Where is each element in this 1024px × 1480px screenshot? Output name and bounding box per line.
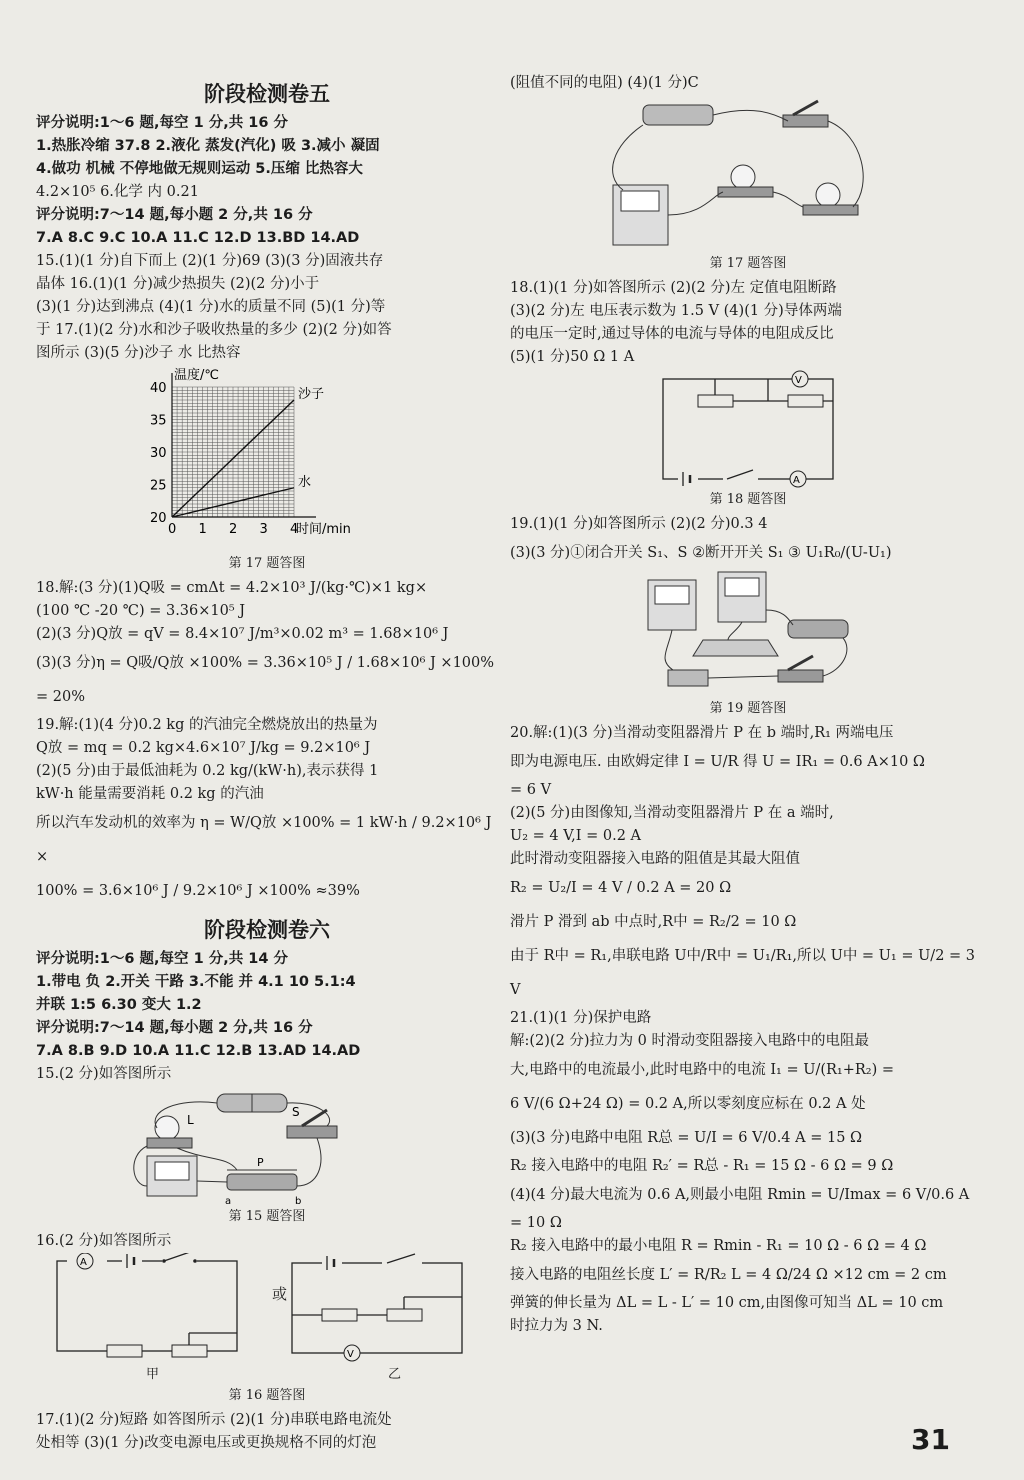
solution-line: 接入电路的电阻丝长度 L′ = R/R₂ L = 4 Ω/24 Ω ×12 cm = 2 cm: [510, 1267, 947, 1283]
circuit-photo-17: [603, 95, 893, 253]
x-axis-label: 时间/min: [296, 522, 351, 537]
answer-line: (3)(2 分)左 电压表示数为 1.5 V (4)(1 分)导体两端: [510, 303, 842, 319]
answer-line: 15.(2 分)如答图所示: [36, 1066, 172, 1082]
series-label: 水: [298, 474, 312, 490]
y-tick-label: 35: [150, 413, 167, 429]
answer-line: 7.A 8.B 9.D 10.A 11.C 12.B 13.AD 14.AD: [36, 1043, 361, 1059]
solution-line: 即为电源电压. 由欧姆定律 I = U/R 得 U = IR₁ = 0.6 A×10 Ω: [510, 754, 925, 770]
svg-text:L: L: [187, 1113, 194, 1127]
scoring-note: 评分说明:7～14 题,每小题 2 分,共 16 分: [36, 1020, 313, 1036]
y-tick-label: 40: [150, 381, 167, 396]
figure-caption: 第 16 题答图: [228, 1388, 306, 1403]
solution-line: (2)(5 分)由图像知,当滑动变阻器滑片 P 在 a 端时,: [510, 805, 834, 821]
solution-line: (3)(3 分)η = Q吸/Q放 ×100% = 3.36×10⁵ J / 1.68×10⁶ J ×100% = 20%: [36, 655, 499, 705]
svg-text:P: P: [257, 1156, 264, 1169]
y-axis-label: 温度/℃: [174, 368, 219, 383]
solution-line: 18.解:(3 分)(1)Q吸 = cmΔt = 4.2×10³ J/(kg·℃)×1 kg×: [36, 580, 428, 596]
solution-line: (2)(3 分)Q放 = qV = 8.4×10⁷ J/m³×0.02 m³ = 1.68×10⁶ J: [36, 626, 449, 642]
answer-line: 的电压一定时,通过导体的电流与导体的电阻成反比: [510, 326, 834, 342]
circuit-photo-15: [117, 1086, 417, 1206]
answer-line: 19.(1)(1 分)如答图所示 (2)(2 分)0.3 4: [510, 516, 768, 532]
temperature-time-chart: [122, 365, 412, 553]
scoring-note: 评分说明:1～6 题,每空 1 分,共 16 分: [36, 115, 289, 131]
answer-line: 并联 1:5 6.30 变大 1.2: [36, 997, 202, 1013]
answer-line: 17.(1)(2 分)短路 如答图所示 (2)(1 分)串联电路电流处: [36, 1412, 392, 1428]
y-tick-label: 20: [150, 511, 167, 526]
solution-line: 21.(1)(1 分)保护电路: [510, 1010, 652, 1026]
answer-line: 16.(2 分)如答图所示: [36, 1233, 172, 1249]
answer-line: (3)(1 分)达到沸点 (4)(1 分)水的质量不同 (5)(1 分)等: [36, 299, 386, 315]
solution-line: (3)(3 分)电路中电阻 R总 = U/I = 6 V/0.4 A = 15 Ω: [510, 1130, 863, 1146]
svg-text:A: A: [793, 475, 800, 486]
figure-labels-16: [36, 1285, 498, 1385]
figure-caption: 第 15 题答图: [228, 1209, 306, 1224]
svg-text:S: S: [292, 1105, 300, 1119]
circuit-diagrams-16: [47, 1253, 487, 1363]
svg-text:A: A: [80, 1257, 87, 1268]
circuit-diagram-18: [653, 369, 843, 489]
solution-line: (100 ℃ -20 ℃) = 3.36×10⁵ J: [36, 603, 246, 619]
answer-line: 7.A 8.C 9.C 10.A 11.C 12.D 13.BD 14.AD: [36, 230, 360, 246]
solution-line: 此时滑动变阻器接入电路的阻值是其最大阻值: [510, 851, 800, 867]
test5-title: 阶段检测卷五: [204, 82, 330, 106]
solution-line: (4)(4 分)最大电流为 0.6 A,则最小电阻 Rmin = U/Imax = 6 V/0.6 A: [510, 1187, 970, 1203]
figure-caption: 第 17 题答图: [709, 256, 787, 271]
answer-line: (5)(1 分)50 Ω 1 A: [510, 349, 635, 365]
svg-text:a: a: [225, 1196, 232, 1206]
y-tick-label: 30: [150, 446, 167, 461]
label-jia: 甲: [146, 1367, 160, 1382]
figure-caption: 第 18 题答图: [709, 492, 787, 507]
answer-line: 4.2×10⁵ 6.化学 内 0.21: [36, 184, 199, 200]
scoring-note: 评分说明:7～14 题,每小题 2 分,共 16 分: [36, 207, 313, 223]
solution-line: 解:(2)(2 分)拉力为 0 时滑动变阻器接入电路中的电阻最: [510, 1033, 870, 1049]
scoring-note: 评分说明:1～6 题,每空 1 分,共 14 分: [36, 951, 289, 967]
test6-title: 阶段检测卷六: [204, 918, 330, 942]
answer-line: 4.做功 机械 不停地做无规则运动 5.压缩 比热容大: [36, 161, 363, 177]
solution-line: 滑片 P 滑到 ab 中点时,R中 = R₂/2 = 10 Ω: [510, 914, 797, 930]
solution-line: kW·h 能量需要消耗 0.2 kg 的汽油: [36, 786, 264, 802]
solution-line: = 6 V: [510, 782, 552, 798]
answer-line: 于 17.(1)(2 分)水和沙子吸收热量的多少 (2)(2 分)如答: [36, 322, 392, 338]
answer-line: 处相等 (3)(1 分)改变电源电压或更换规格不同的灯泡: [36, 1435, 377, 1451]
svg-text:V: V: [795, 375, 802, 386]
x-tick-label: 1: [198, 522, 207, 537]
answer-line: 18.(1)(1 分)如答图所示 (2)(2 分)左 定值电阻断路: [510, 280, 837, 296]
page-number: 31: [911, 1423, 950, 1456]
right-column: [510, 72, 986, 1338]
solution-line: 100% = 3.6×10⁶ J / 9.2×10⁶ J ×100% ≈39%: [36, 883, 360, 899]
label-yi: 乙: [388, 1367, 402, 1382]
solution-line: Q放 = mq = 0.2 kg×4.6×10⁷ J/kg = 9.2×10⁶ J: [36, 740, 371, 756]
solution-line: R₂ = U₂/I = 4 V / 0.2 A = 20 Ω: [510, 880, 732, 896]
solution-line: U₂ = 4 V,I = 0.2 A: [510, 828, 642, 844]
svg-text:b: b: [295, 1196, 302, 1206]
figure-caption: 第 19 题答图: [709, 701, 787, 716]
solution-line: (2)(5 分)由于最低油耗为 0.2 kg/(kW·h),表示获得 1: [36, 763, 379, 779]
label-or: 或: [272, 1285, 288, 1303]
x-tick-label: 2: [229, 522, 238, 537]
solution-line: 所以汽车发动机的效率为 η = W/Q放 ×100% = 1 kW·h / 9.2×10⁶ J ×: [36, 815, 496, 865]
solution-line: 20.解:(1)(3 分)当滑动变阻器滑片 P 在 b 端时,R₁ 两端电压: [510, 725, 894, 741]
solution-line: R₂ 接入电路中的最小电阻 R = Rmin - R₁ = 10 Ω - 6 Ω = 4 Ω: [510, 1238, 927, 1254]
answer-line: 1.带电 负 2.开关 干路 3.不能 并 4.1 10 5.1:4: [36, 974, 356, 990]
solution-line: = 10 Ω: [510, 1215, 562, 1231]
answer-line: 图所示 (3)(5 分)沙子 水 比热容: [36, 345, 241, 361]
answer-line: (3)(3 分)①闭合开关 S₁、S ②断开开关 S₁ ③ U₁R₀/(U-U₁): [510, 545, 892, 561]
solution-line: 19.解:(1)(4 分)0.2 kg 的汽油完全燃烧放出的热量为: [36, 717, 378, 733]
svg-text:V: V: [347, 1349, 354, 1360]
solution-line: 大,电路中的电流最小,此时电路中的电流 I₁ = U/(R₁+R₂) =: [510, 1062, 895, 1078]
answer-line: 晶体 16.(1)(1 分)减少热损失 (2)(2 分)小于: [36, 276, 320, 292]
x-tick-label: 4: [290, 522, 299, 537]
answer-line: 15.(1)(1 分)自下而上 (2)(1 分)69 (3)(3 分)固液共存: [36, 253, 384, 269]
series-label: 沙子: [298, 387, 325, 402]
solution-line: 6 V/(6 Ω+24 Ω) = 0.2 A,所以零刻度应标在 0.2 A 处: [510, 1096, 866, 1112]
solution-line: 由于 R中 = R₁,串联电路 U中/R中 = U₁/R₁,所以 U中 = U₁ = U/2 = 3 V: [510, 948, 980, 998]
left-column: [36, 72, 498, 1455]
solution-line: 弹簧的伸长量为 ΔL = L - L′ = 10 cm,由图像可知当 ΔL = 10 cm: [510, 1295, 944, 1311]
x-tick-label: 3: [259, 522, 268, 537]
solution-line: 时拉力为 3 N.: [510, 1318, 603, 1334]
solution-line: R₂ 接入电路中的电阻 R₂′ = R总 - R₁ = 15 Ω - 6 Ω = 9 Ω: [510, 1158, 894, 1174]
answer-line: 1.热胀冷缩 37.8 2.液化 蒸发(汽化) 吸 3.减小 凝固: [36, 138, 380, 154]
figure-caption: 第 17 题答图: [228, 556, 306, 571]
y-tick-label: 25: [150, 478, 167, 494]
answer-line: (阻值不同的电阻) (4)(1 分)C: [510, 75, 699, 91]
circuit-photo-19: [628, 570, 868, 698]
x-tick-label: 0: [168, 522, 177, 537]
